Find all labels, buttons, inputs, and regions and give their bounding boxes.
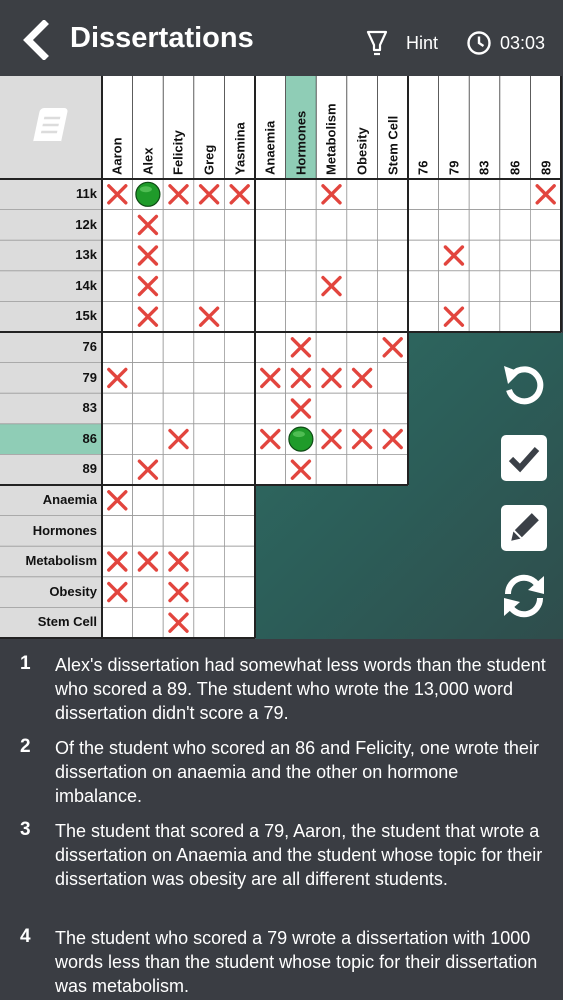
grid-cell[interactable]: [224, 210, 255, 241]
grid-cell[interactable]: [102, 393, 133, 424]
clue-number: 4: [20, 926, 31, 947]
column-header-label: Aaron: [109, 137, 125, 175]
column-header-label: Anaemia: [262, 120, 278, 175]
grid-cell[interactable]: [500, 179, 531, 210]
column-header-label: Obesity: [354, 127, 370, 175]
column-header-label: 76: [415, 160, 431, 175]
page-title: Dissertations: [70, 22, 254, 54]
check-icon[interactable]: [500, 434, 548, 482]
grid-cell[interactable]: [102, 301, 133, 332]
grid-cell[interactable]: [530, 271, 561, 302]
grid-cell[interactable]: [224, 485, 255, 516]
grid-cell[interactable]: [439, 179, 470, 210]
grid-cell[interactable]: [316, 393, 347, 424]
row-header-label: Anaemia: [0, 485, 101, 516]
grid-cell[interactable]: [102, 240, 133, 271]
column-header-label: Stem Cell: [385, 115, 401, 175]
grid-cell[interactable]: [286, 179, 317, 210]
grid-cell[interactable]: [102, 210, 133, 241]
grid-cell[interactable]: [163, 271, 194, 302]
grid-cell[interactable]: [194, 424, 225, 455]
row-header-label: 15k: [0, 301, 101, 332]
grid-cell[interactable]: [377, 363, 408, 394]
grid-cell[interactable]: [102, 607, 133, 638]
column-header-label: Hormones: [293, 110, 309, 175]
grid-cell[interactable]: [377, 271, 408, 302]
grid-cell[interactable]: [316, 332, 347, 363]
grid-cell[interactable]: [316, 240, 347, 271]
grid-cell[interactable]: [133, 424, 164, 455]
circle-shine: [293, 431, 305, 437]
confirmed-circle[interactable]: [136, 182, 160, 206]
grid-cell[interactable]: [224, 454, 255, 485]
row-header-label: Hormones: [0, 516, 101, 547]
column-header-label: 89: [538, 160, 554, 175]
grid-cell[interactable]: [224, 271, 255, 302]
grid-cell[interactable]: [194, 516, 225, 547]
grid-cell[interactable]: [102, 424, 133, 455]
grid-cell[interactable]: [133, 485, 164, 516]
grid-cell[interactable]: [102, 516, 133, 547]
clue-number: 1: [20, 653, 31, 674]
pencil-icon[interactable]: [500, 504, 548, 552]
grid-cell[interactable]: [163, 485, 194, 516]
grid-cell[interactable]: [286, 301, 317, 332]
grid-cell[interactable]: [255, 301, 286, 332]
grid-cell[interactable]: [500, 301, 531, 332]
grid-cell[interactable]: [469, 271, 500, 302]
circle-shine: [140, 186, 152, 192]
grid-cell[interactable]: [163, 301, 194, 332]
grid-cell[interactable]: [133, 332, 164, 363]
grid-cell[interactable]: [347, 271, 378, 302]
clue-text: Alex's dissertation had somewhat less words than the student who scored a 89. The student who wrote the 13,000 word dissertation didn't score a 79.: [55, 655, 546, 723]
refresh-icon[interactable]: [500, 572, 548, 620]
undo-icon[interactable]: [500, 362, 548, 410]
grid-cell[interactable]: [439, 271, 470, 302]
row-header-label: 13k: [0, 240, 101, 271]
grid-cell[interactable]: [224, 240, 255, 271]
grid-cell[interactable]: [133, 607, 164, 638]
grid-cell[interactable]: [469, 240, 500, 271]
grid-cell[interactable]: [530, 210, 561, 241]
grid-cell[interactable]: [316, 301, 347, 332]
grid-cell[interactable]: [194, 271, 225, 302]
clue-text: Of the student who scored an 86 and Felicity, one wrote their dissertation on anaemia and the other on hormone imbalance.: [55, 738, 539, 806]
grid-cell[interactable]: [347, 454, 378, 485]
grid-cell[interactable]: [469, 210, 500, 241]
grid-cell[interactable]: [439, 210, 470, 241]
clue-text: The student that scored a 79, Aaron, the student that wrote a dissertation on Anaemia and the student whose topic for their dissertation was obesity are all different students.: [55, 821, 543, 889]
grid-cell[interactable]: [408, 301, 439, 332]
grid-cell[interactable]: [133, 393, 164, 424]
grid-cell[interactable]: [102, 271, 133, 302]
grid-cell[interactable]: [194, 577, 225, 608]
grid-cell[interactable]: [163, 332, 194, 363]
grid-cell[interactable]: [316, 454, 347, 485]
grid-cell[interactable]: [194, 607, 225, 638]
grid-cell[interactable]: [255, 271, 286, 302]
row-header-label: Metabolism: [0, 546, 101, 577]
grid-cell[interactable]: [408, 179, 439, 210]
grid-cell[interactable]: [194, 454, 225, 485]
grid-cell[interactable]: [194, 485, 225, 516]
grid-cell[interactable]: [194, 393, 225, 424]
grid-cell[interactable]: [133, 577, 164, 608]
grid-cell[interactable]: [347, 210, 378, 241]
grid-cell[interactable]: [163, 516, 194, 547]
row-header-label: 79: [0, 363, 101, 394]
clue-list: [0, 639, 563, 1000]
grid-cell[interactable]: [133, 516, 164, 547]
clue-number: 2: [20, 736, 31, 757]
confirmed-circle[interactable]: [289, 427, 313, 451]
grid-cell[interactable]: [469, 179, 500, 210]
row-header-label: 14k: [0, 271, 101, 302]
grid-cell[interactable]: [377, 210, 408, 241]
grid-cell[interactable]: [408, 271, 439, 302]
row-header-label: Stem Cell: [0, 607, 101, 638]
grid-cell[interactable]: [255, 454, 286, 485]
grid-cell[interactable]: [377, 454, 408, 485]
clue-number: 3: [20, 819, 31, 840]
grid-cell[interactable]: [286, 271, 317, 302]
grid-cell[interactable]: [255, 332, 286, 363]
grid-cell[interactable]: [500, 271, 531, 302]
grid-cell[interactable]: [163, 393, 194, 424]
hint-button[interactable]: Hint: [406, 33, 439, 53]
column-header-label: Yasmina: [232, 122, 248, 175]
grid-cell[interactable]: [102, 454, 133, 485]
grid-cell[interactable]: [408, 210, 439, 241]
column-header-label: Felicity: [170, 130, 186, 175]
grid-cell[interactable]: [377, 393, 408, 424]
grid-cell[interactable]: [530, 301, 561, 332]
grid-cell[interactable]: [224, 363, 255, 394]
grid-cell[interactable]: [286, 210, 317, 241]
column-header-label: 79: [446, 160, 462, 175]
grid-cell[interactable]: [224, 301, 255, 332]
grid-cell[interactable]: [286, 240, 317, 271]
row-header-label: 86: [0, 424, 101, 455]
grid-cell[interactable]: [255, 240, 286, 271]
grid-cell[interactable]: [530, 240, 561, 271]
column-header-label: 83: [476, 160, 492, 175]
clue-text: The student who scored a 79 wrote a dissertation with 1000 words less than the student whose topic for their dissertation was metabolism.: [55, 928, 538, 996]
grid-cell[interactable]: [194, 210, 225, 241]
grid-cell[interactable]: [316, 210, 347, 241]
column-header-label: Alex: [140, 147, 156, 175]
grid-cell[interactable]: [224, 516, 255, 547]
row-header-label: 83: [0, 393, 101, 424]
column-header-label: Greg: [201, 144, 217, 175]
grid-cell[interactable]: [255, 393, 286, 424]
grid-cell[interactable]: [163, 240, 194, 271]
grid-cell[interactable]: [469, 301, 500, 332]
grid-cell[interactable]: [194, 363, 225, 394]
row-header-label: Obesity: [0, 577, 101, 608]
grid-cell[interactable]: [347, 179, 378, 210]
row-header-label: 89: [0, 454, 101, 485]
grid-cell[interactable]: [500, 240, 531, 271]
timer-display: 03:03: [500, 33, 546, 53]
grid-cell[interactable]: [194, 332, 225, 363]
grid-cell[interactable]: [163, 454, 194, 485]
grid-cell[interactable]: [163, 210, 194, 241]
grid-cell[interactable]: [102, 332, 133, 363]
grid-cell[interactable]: [408, 240, 439, 271]
column-header-label: Metabolism: [323, 103, 339, 175]
grid-cell[interactable]: [194, 546, 225, 577]
grid-cell[interactable]: [347, 393, 378, 424]
grid-cell[interactable]: [255, 179, 286, 210]
grid-cell[interactable]: [224, 607, 255, 638]
column-header-label: 86: [507, 160, 523, 175]
grid-cell[interactable]: [224, 332, 255, 363]
row-header-label: 11k: [0, 179, 101, 210]
grid-cell[interactable]: [377, 179, 408, 210]
grid-cell[interactable]: [224, 393, 255, 424]
grid-cell[interactable]: [163, 363, 194, 394]
grid-cell[interactable]: [224, 577, 255, 608]
grid-cell[interactable]: [500, 210, 531, 241]
grid-cell[interactable]: [377, 301, 408, 332]
grid-cell[interactable]: [377, 240, 408, 271]
row-header-label: 76: [0, 332, 101, 363]
grid-cell[interactable]: [347, 332, 378, 363]
grid-cell[interactable]: [224, 546, 255, 577]
grid-cell[interactable]: [133, 363, 164, 394]
grid-cell[interactable]: [347, 301, 378, 332]
grid-cell[interactable]: [347, 240, 378, 271]
grid-cell[interactable]: [194, 240, 225, 271]
grid-cell[interactable]: [224, 424, 255, 455]
grid-cell[interactable]: [255, 210, 286, 241]
row-header-label: 12k: [0, 210, 101, 241]
